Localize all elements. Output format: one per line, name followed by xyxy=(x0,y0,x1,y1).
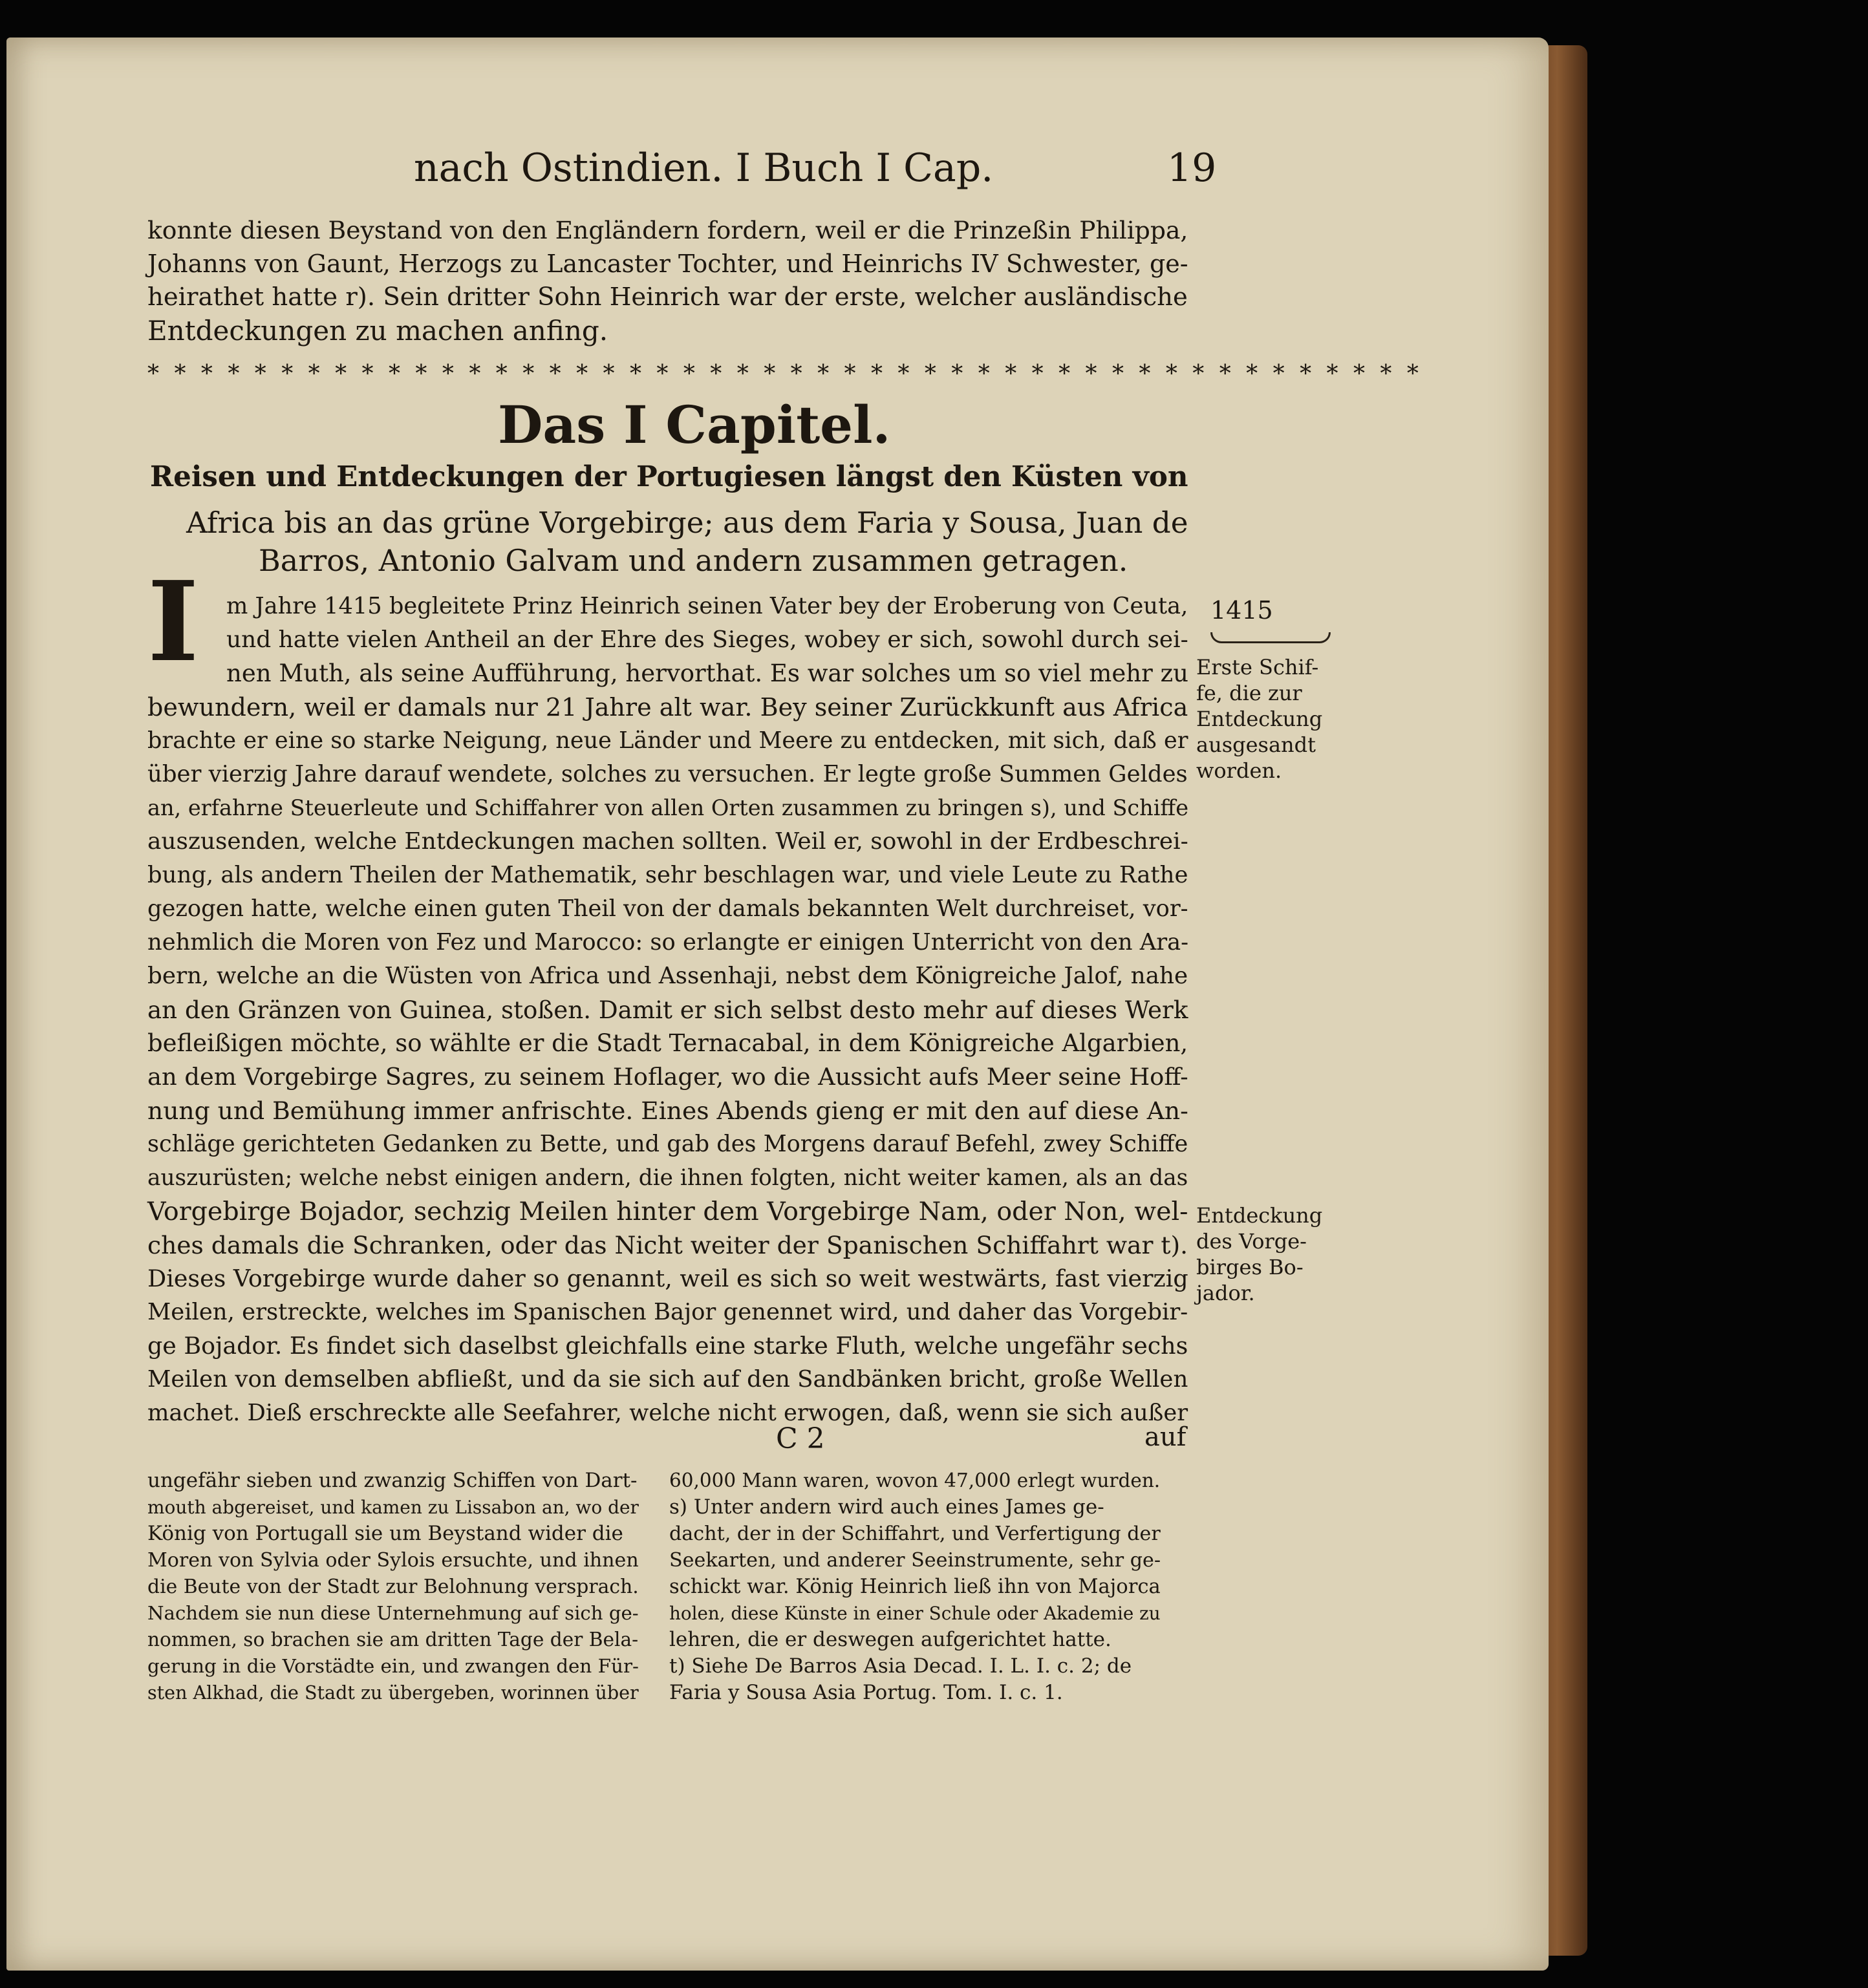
body-line: an den Gränzen von Guinea, stoßen. Damit er sich selbst desto mehr auf dieses Werk xyxy=(147,996,1188,1024)
footnote-line: gerung in die Vorstädte ein, und zwangen den Für- xyxy=(147,1655,639,1677)
intro-line: Entdeckungen zu machen anfing. xyxy=(147,315,608,347)
page-number: 19 xyxy=(1167,145,1217,191)
body-line: auszusenden, welche Entdeckungen machen sollten. Weil er, sowohl in der Erdbeschrei- xyxy=(147,828,1188,855)
margin-bracket xyxy=(1210,632,1331,643)
footnote-line: dacht, der in der Schiffahrt, und Verfertigung der xyxy=(669,1523,1161,1545)
body-line: über vierzig Jahre darauf wendete, solches zu versuchen. Er legte große Summen Geldes xyxy=(147,761,1188,787)
catchword: auf xyxy=(1144,1422,1186,1452)
body-line: Meilen, erstreckte, welches im Spanischen Bajor genennet wird, und daher das Vorgebir- xyxy=(147,1299,1188,1325)
footnote-line: t) Siehe De Barros Asia Decad. I. L. I. c. 2; de xyxy=(669,1654,1132,1678)
body-line: bewundern, weil er damals nur 21 Jahre alt war. Bey seiner Zurückkunft aus Africa xyxy=(147,693,1188,721)
footnote-line: Nachdem sie nun diese Unternehmung auf sich ge- xyxy=(147,1602,639,1624)
footnote-line: ungefähr sieben und zwanzig Schiffen von Dart- xyxy=(147,1469,638,1492)
body-line: auszurüsten; welche nebst einigen andern, die ihnen folgten, nicht weiter kamen, als an das xyxy=(147,1165,1188,1191)
body-line: Vorgebirge Bojador, sechzig Meilen hinter dem Vorgebirge Nam, oder Non, wel- xyxy=(147,1197,1188,1226)
body-line: bern, welche an die Wüsten von Africa und Assenhaji, nebst dem Königreiche Jalof, nahe xyxy=(147,963,1188,989)
signature-mark: C 2 xyxy=(776,1422,825,1455)
chapter-title: Das I Capitel. xyxy=(498,394,891,455)
footnote-line: sten Alkhad, die Stadt zu übergeben, worinnen über xyxy=(147,1682,639,1704)
chapter-subtitle: Africa bis an das grüne Vorgebirge; aus dem Faria y Sousa, Juan de xyxy=(186,506,1188,540)
margin-note-line: Entdeckung xyxy=(1196,707,1323,731)
footnote-line: die Beute von der Stadt zur Belohnung versprach. xyxy=(147,1576,639,1598)
body-line: nen Muth, als seine Aufführung, hervorthat. Es war solches um so viel mehr zu xyxy=(226,659,1188,687)
intro-line: Johanns von Gaunt, Herzogs zu Lancaster Tochter, und Heinrichs IV Schwester, ge- xyxy=(147,250,1188,278)
running-header: nach Ostindien. I Buch I Cap. xyxy=(414,145,994,191)
body-line: nehmlich die Moren von Fez und Marocco: so erlangte er einigen Unterricht von den Ara- xyxy=(147,929,1189,956)
drop-cap: I xyxy=(147,557,199,687)
body-line: m Jahre 1415 begleitete Prinz Heinrich seinen Vater bey der Eroberung von Ceuta, xyxy=(226,593,1188,619)
footnote-line: Faria y Sousa Asia Portug. Tom. I. c. 1. xyxy=(669,1681,1063,1704)
margin-note-line: jador. xyxy=(1196,1281,1255,1305)
body-line: schläge gerichteten Gedanken zu Bette, und gab des Morgens darauf Befehl, zwey Schiffe xyxy=(147,1131,1188,1157)
margin-note-line: worden. xyxy=(1196,758,1282,783)
body-line: Meilen von demselben abfließt, und da sie sich auf den Sandbänken bricht, große Wellen xyxy=(147,1366,1188,1393)
margin-note-line: fe, die zur xyxy=(1196,681,1302,705)
body-line: ches damals die Schranken, oder das Nicht weiter der Spanischen Schiffahrt war t). xyxy=(147,1231,1188,1259)
intro-line: konnte diesen Beystand von den Engländern fordern, weil er die Prinzeßin Philippa, xyxy=(147,216,1188,244)
margin-note-line: Entdeckung xyxy=(1196,1203,1323,1228)
footnote-line: 60,000 Mann waren, wovon 47,000 erlegt wurden. xyxy=(669,1470,1161,1491)
body-line: ge Bojador. Es findet sich daselbst gleichfalls eine starke Fluth, welche ungefähr sechs xyxy=(147,1332,1188,1360)
margin-note-line: birges Bo- xyxy=(1196,1255,1304,1279)
chapter-subtitle: Barros, Antonio Galvam und andern zusammen getragen. xyxy=(259,543,1128,578)
margin-note-line: des Vorge- xyxy=(1196,1229,1307,1254)
footnote-line: König von Portugall sie um Beystand wider die xyxy=(147,1522,623,1545)
footnote-line: lehren, die er deswegen aufgerichtet hatte. xyxy=(669,1628,1111,1651)
margin-note-line: ausgesandt xyxy=(1196,732,1316,757)
margin-year: 1415 xyxy=(1210,596,1273,625)
footnote-line: s) Unter andern wird auch eines James ge- xyxy=(669,1495,1104,1519)
footnote-line: nommen, so brachen sie am dritten Tage der Bela- xyxy=(147,1629,639,1651)
body-line: Dieses Vorgebirge wurde daher so genannt, weil es sich so weit westwärts, fast vierzig xyxy=(147,1265,1188,1292)
margin-note-line: Erste Schif- xyxy=(1196,655,1319,679)
intro-line: heirathet hatte r). Sein dritter Sohn Heinrich war der erste, welcher ausländische xyxy=(147,283,1188,312)
chapter-subtitle: Reisen und Entdeckungen der Portugiesen längst den Küsten von xyxy=(150,460,1188,493)
footnote-line: Moren von Sylvia oder Sylois ersuchte, und ihnen xyxy=(147,1549,639,1572)
body-line: machet. Dieß erschreckte alle Seefahrer, welche nicht erwogen, daß, wenn sie sich außer xyxy=(147,1400,1188,1426)
body-line: an, erfahrne Steuerleute und Schiffahrer von allen Orten zusammen zu bringen s), und Schiffe xyxy=(147,795,1189,820)
body-line: an dem Vorgebirge Sagres, zu seinem Hoflager, wo die Aussicht aufs Meer seine Hoff- xyxy=(147,1063,1188,1091)
footnote-line: schickt war. König Heinrich ließ ihn von Majorca xyxy=(669,1576,1161,1598)
footnote-line: mouth abgereiset, und kamen zu Lissabon an, wo der xyxy=(147,1497,639,1518)
body-line: und hatte vielen Antheil an der Ehre des Sieges, wobey er sich, sowohl durch sei- xyxy=(226,626,1188,653)
footnote-line: Seekarten, und anderer Seeinstrumente, sehr ge- xyxy=(669,1549,1161,1572)
body-line: befleißigen möchte, so wählte er die Stadt Ternacabal, in dem Königreiche Algarbien, xyxy=(147,1029,1188,1057)
body-line: brachte er eine so starke Neigung, neue Länder und Meere zu entdecken, mit sich, daß er xyxy=(147,727,1188,754)
footnote-line: holen, diese Künste in einer Schule oder Akademie zu xyxy=(669,1603,1161,1624)
body-line: bung, als andern Theilen der Mathematik, sehr beschlagen war, und viele Leute zu Rathe xyxy=(147,862,1188,888)
ornamental-separator: * * * * * * * * * * * * * * * * * * * * * * * * * * * * * * * * * * * * * * * * * * * * * * * * xyxy=(147,361,1422,387)
body-line: gezogen hatte, welche einen guten Theil von der damals bekannten Welt durchreiset, vor- xyxy=(147,895,1188,922)
body-line: nung und Bemühung immer anfrischte. Eines Abends gieng er mit den auf diese An- xyxy=(147,1096,1188,1125)
